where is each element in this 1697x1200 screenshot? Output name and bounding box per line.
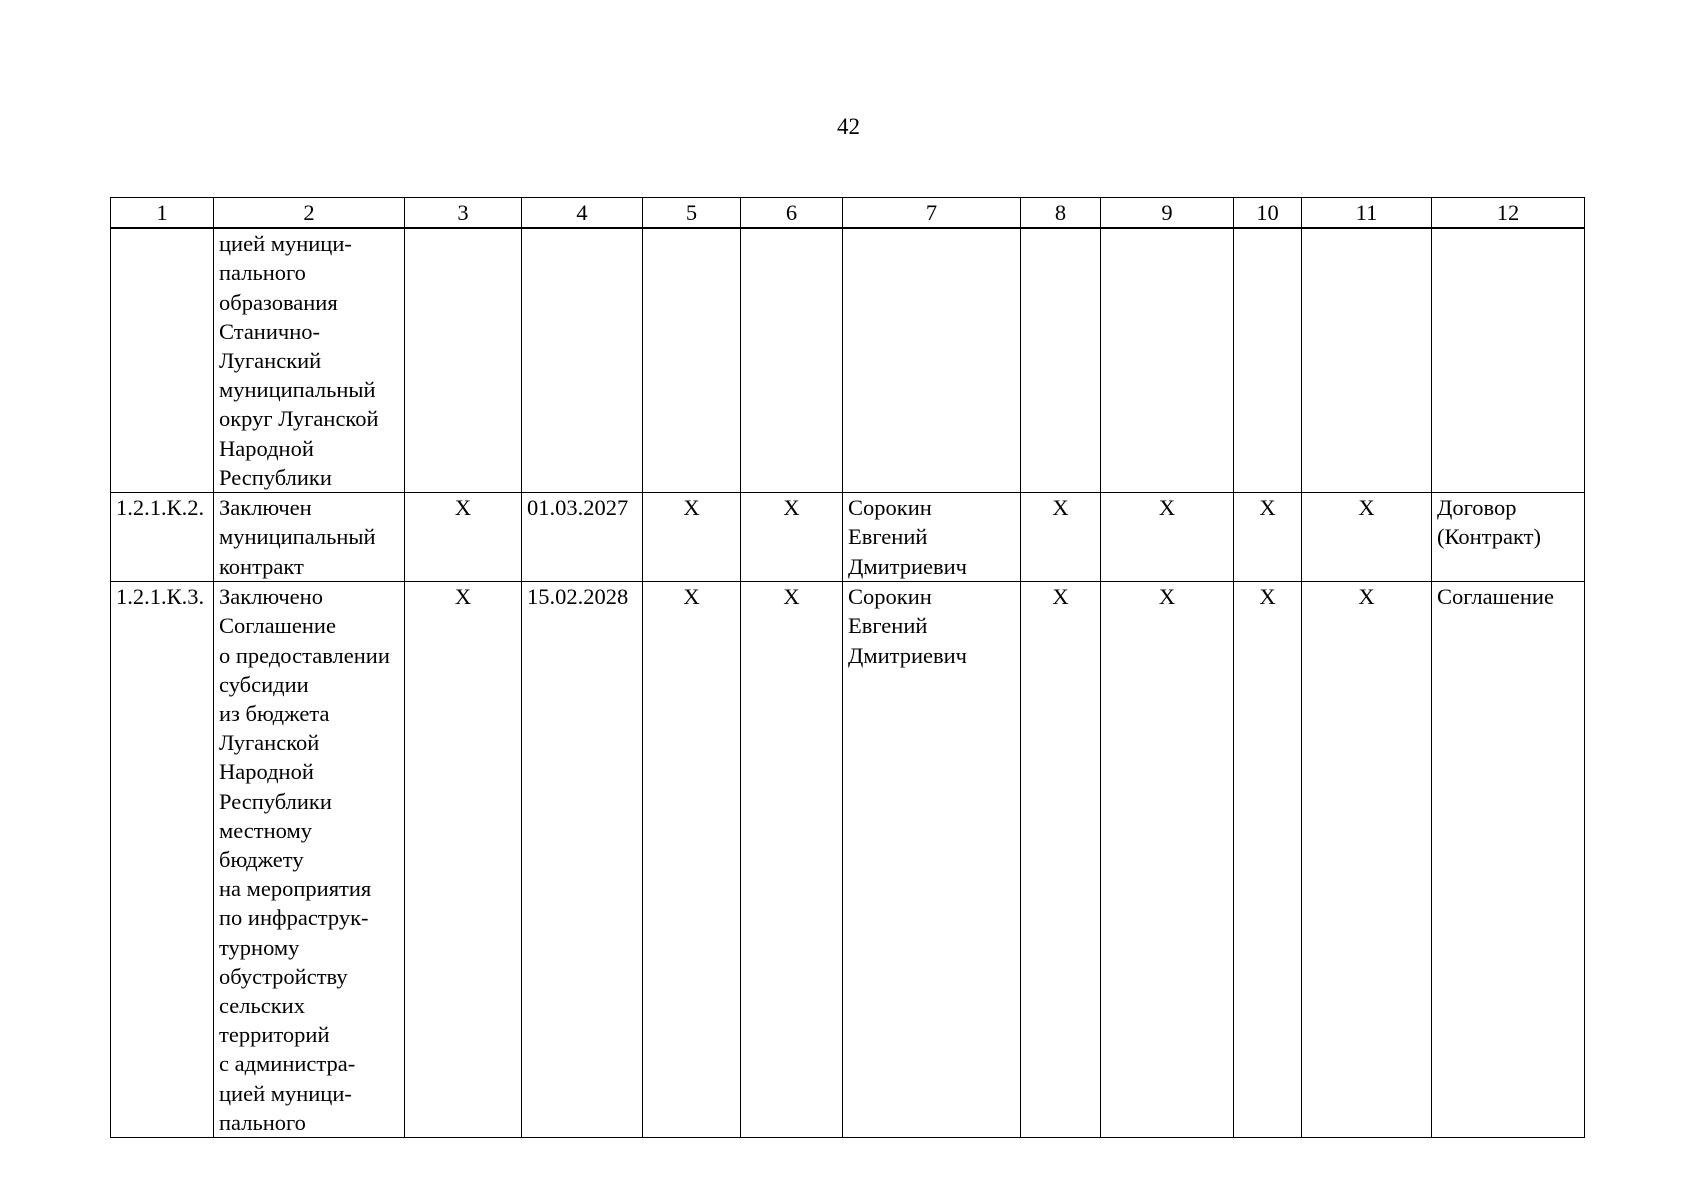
- cell-line: цией муници-: [219, 231, 352, 257]
- table-cell: [1101, 228, 1234, 493]
- cell-line: субсидии: [219, 671, 309, 697]
- cell-line: пального: [219, 260, 306, 286]
- table-cell: [1302, 228, 1432, 493]
- cell-line: о предоставлении: [219, 642, 390, 668]
- cell-line: Заключено: [219, 584, 323, 610]
- cell-line: из бюджета: [219, 701, 330, 727]
- date-cell: 15.02.2028: [522, 582, 643, 1138]
- cell-line: территорий: [219, 1022, 330, 1048]
- table-cell: Х: [1021, 582, 1101, 1138]
- table-cell: Х: [1234, 493, 1302, 582]
- table-row: [111, 493, 1585, 582]
- responsible-cell: [843, 582, 1021, 1138]
- cell-line: Соглашение: [219, 613, 336, 639]
- responsible-cell: [843, 493, 1021, 582]
- cell-line: Сорокин: [848, 584, 932, 610]
- column-header: 11: [1302, 198, 1432, 229]
- column-header: 10: [1234, 198, 1302, 229]
- cell-line: Сорокин: [848, 495, 932, 521]
- cell-line: турному: [219, 934, 300, 960]
- table-cell: Х: [1101, 582, 1234, 1138]
- cell-line: обустройству: [219, 963, 348, 989]
- table-cell: Х: [405, 493, 522, 582]
- cell-line: на мероприятия: [219, 876, 372, 902]
- column-header: 6: [741, 198, 843, 229]
- cell-line: Народной: [219, 435, 314, 461]
- cell-line: Республики: [219, 788, 332, 814]
- document-type-cell: [1432, 228, 1585, 493]
- table-cell: Х: [1234, 582, 1302, 1138]
- row-code-cell: [111, 228, 214, 493]
- table-cell: Х: [643, 582, 741, 1138]
- cell-line: Евгений: [848, 524, 928, 550]
- cell-line: цией муници-: [219, 1080, 352, 1106]
- table-cell: Х: [405, 582, 522, 1138]
- table-cell: [1234, 228, 1302, 493]
- cell-line: контракт: [219, 553, 304, 579]
- cell-line: сельских: [219, 993, 305, 1019]
- table-cell: [643, 228, 741, 493]
- table-cell: [1021, 228, 1101, 493]
- table-cell: [405, 228, 522, 493]
- column-header: 7: [843, 198, 1021, 229]
- column-header: 5: [643, 198, 741, 229]
- cell-line: образования: [219, 289, 338, 315]
- plan-table: [110, 197, 1585, 1138]
- cell-line: бюджету: [219, 847, 304, 873]
- table-row: [111, 582, 1585, 1138]
- column-header: 4: [522, 198, 643, 229]
- description-cell: [214, 582, 405, 1138]
- cell-line: округ Луганской: [219, 406, 379, 432]
- responsible-cell: [843, 228, 1021, 493]
- table-cell: Х: [1021, 493, 1101, 582]
- cell-line: Станично-: [219, 318, 320, 344]
- table-cell: Х: [741, 582, 843, 1138]
- cell-line: Дмитриевич: [848, 642, 967, 668]
- table-cell: Х: [741, 493, 843, 582]
- date-cell: [522, 228, 643, 493]
- column-header: 12: [1432, 198, 1585, 229]
- cell-line: Республики: [219, 464, 332, 490]
- page-number: 42: [837, 114, 860, 139]
- table-cell: [741, 228, 843, 493]
- cell-line: Луганской: [219, 730, 320, 756]
- description-cell: [214, 228, 405, 493]
- table-row: [111, 228, 1585, 493]
- column-header: 9: [1101, 198, 1234, 229]
- table-cell: Х: [1302, 582, 1432, 1138]
- row-code-cell: 1.2.1.К.2.: [111, 493, 214, 582]
- cell-line: Дмитриевич: [848, 553, 967, 579]
- cell-line: муниципальный: [219, 524, 376, 550]
- cell-line: Заключен: [219, 495, 312, 521]
- cell-line: по инфраструк-: [219, 905, 369, 931]
- date-cell: 01.03.2027: [522, 493, 643, 582]
- cell-line: с администра-: [219, 1051, 356, 1077]
- description-cell: [214, 493, 405, 582]
- document-type-cell: [1432, 493, 1585, 582]
- row-code-cell: 1.2.1.К.3.: [111, 582, 214, 1138]
- header-row: [111, 198, 1585, 229]
- cell-line: местному: [219, 817, 312, 843]
- column-header: 1: [111, 198, 214, 229]
- cell-line: Договор: [1437, 495, 1517, 521]
- cell-line: Народной: [219, 759, 314, 785]
- cell-line: (Контракт): [1437, 524, 1541, 550]
- cell-line: Евгений: [848, 613, 928, 639]
- cell-line: Луганский: [219, 348, 322, 374]
- table-cell: Х: [643, 493, 741, 582]
- column-header: 2: [214, 198, 405, 229]
- cell-line: пального: [219, 1109, 306, 1135]
- table-cell: Х: [1101, 493, 1234, 582]
- table-cell: Х: [1302, 493, 1432, 582]
- cell-line: муниципальный: [219, 377, 376, 403]
- cell-line: Соглашение: [1437, 584, 1554, 610]
- document-type-cell: [1432, 582, 1585, 1138]
- column-header: 8: [1021, 198, 1101, 229]
- column-header: 3: [405, 198, 522, 229]
